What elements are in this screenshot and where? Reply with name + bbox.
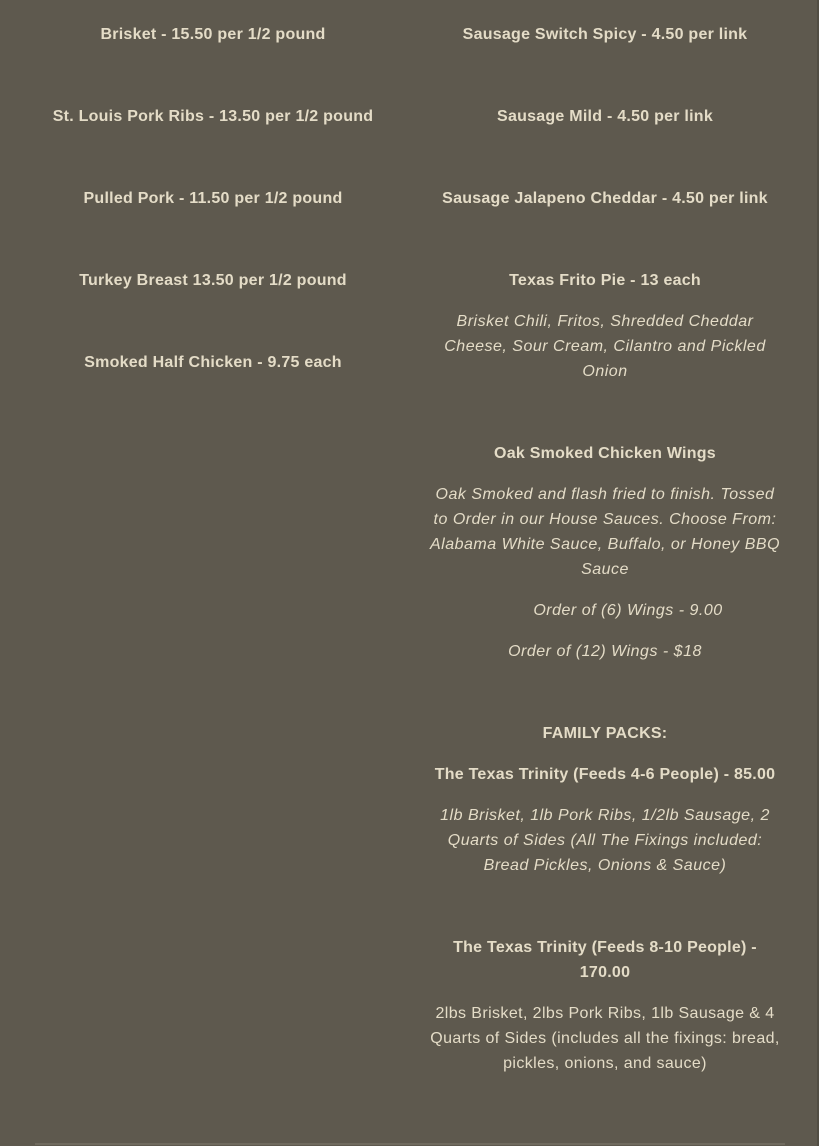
menu-item-turkey-breast: Turkey Breast 13.50 per 1/2 pound bbox=[79, 272, 347, 289]
menu-item-sausage-jalapeno: Sausage Jalapeno Cheddar - 4.50 per link bbox=[442, 190, 768, 207]
menu-item-pork-ribs: St. Louis Pork Ribs - 13.50 per 1/2 pound bbox=[52, 108, 374, 125]
menu-item-pulled-pork: Pulled Pork - 11.50 per 1/2 pound bbox=[83, 190, 343, 207]
family-packs-heading: FAMILY PACKS: bbox=[542, 725, 668, 742]
chicken-wings-description: Oak Smoked and flash fried to finish. Tossed to Order in our House Sauces. Choose From: Alabama White Sauce, Buffalo, or Honey BBQ Sauce bbox=[429, 486, 781, 578]
family-pack-large-title: The Texas Trinity (Feeds 8-10 People) - 170.00 bbox=[453, 939, 757, 981]
menu-item-brisket: Brisket - 15.50 per 1/2 pound bbox=[100, 26, 326, 43]
family-pack-large-description: 2lbs Brisket, 2lbs Pork Ribs, 1lb Sausage & 4 Quarts of Sides (includes all the fixings: bread, pickles, onions, and sauce) bbox=[430, 1005, 780, 1072]
menu-item-sausage-spicy: Sausage Switch Spicy - 4.50 per link bbox=[462, 26, 748, 43]
bottom-divider bbox=[35, 1143, 785, 1145]
frito-pie-description: Brisket Chili, Fritos, Shredded Cheddar Cheese, Sour Cream, Cilantro and Pickled Onion bbox=[444, 313, 766, 380]
family-pack-small-title: The Texas Trinity (Feeds 4-6 People) - 85.00 bbox=[434, 766, 776, 783]
wings-order-six: Order of (6) Wings - 9.00 bbox=[533, 602, 723, 619]
menu-item-frito-pie: Texas Frito Pie - 13 each bbox=[509, 272, 701, 289]
menu-item-half-chicken: Smoked Half Chicken - 9.75 each bbox=[84, 354, 342, 371]
wings-order-twelve: Order of (12) Wings - $18 bbox=[508, 643, 702, 660]
family-pack-small-description: 1lb Brisket, 1lb Pork Ribs, 1/2lb Sausage, 2 Quarts of Sides (All The Fixings included: Bread Pickles, Onions & Sauce) bbox=[440, 807, 770, 874]
menu-item-sausage-mild: Sausage Mild - 4.50 per link bbox=[497, 108, 713, 125]
menu-item-chicken-wings: Oak Smoked Chicken Wings bbox=[494, 445, 716, 462]
